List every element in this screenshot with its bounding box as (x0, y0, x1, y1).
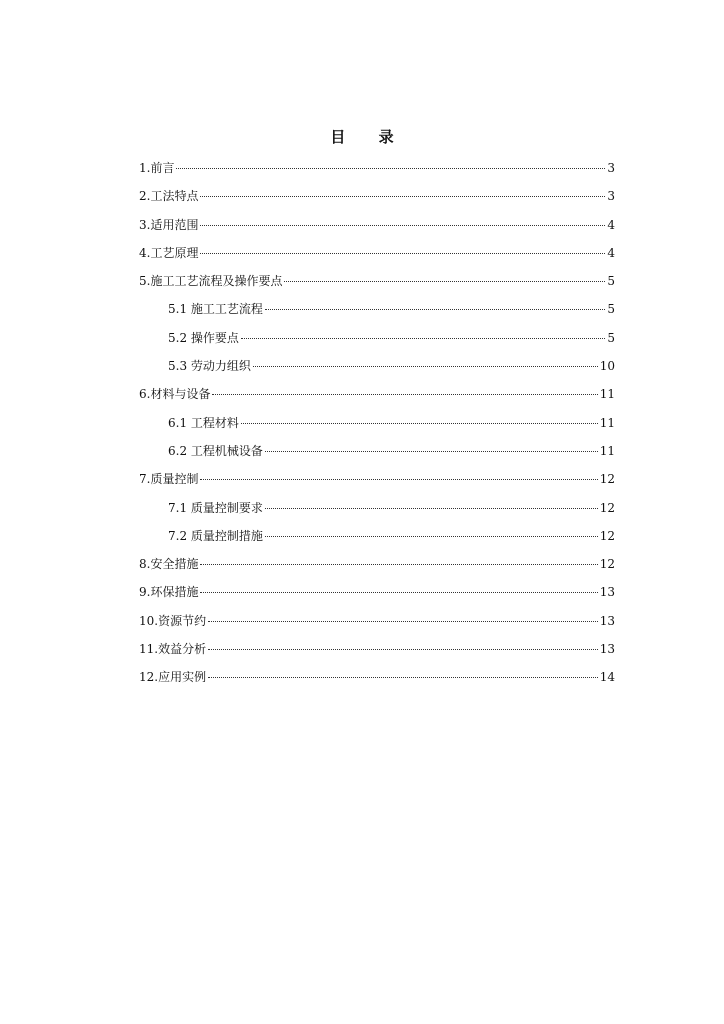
toc-entry-label: 5.施工工艺流程及操作要点 (139, 274, 283, 289)
toc-entry-page-number: 12 (599, 500, 615, 515)
toc-leader-dots (265, 536, 598, 537)
toc-entry-label: 7.2 质量控制措施 (168, 528, 263, 543)
toc-entry-page-number: 4 (607, 217, 615, 232)
toc-entry-label: 4.工艺原理 (139, 245, 199, 260)
toc-entry[interactable] (139, 356, 615, 384)
toc-leader-dots (265, 508, 598, 509)
toc-leader-dots (200, 479, 597, 480)
toc-entry-label: 10.资源节约 (139, 613, 207, 628)
toc-leader-dots (200, 225, 605, 226)
toc-leader-dots (284, 281, 605, 282)
toc-list (139, 158, 615, 696)
toc-entry-page-number: 11 (599, 443, 615, 458)
toc-leader-dots (176, 168, 605, 169)
toc-leader-dots (208, 649, 598, 650)
toc-entry-page-number: 12 (599, 472, 615, 487)
toc-entry-label: 11.效益分析 (139, 642, 207, 657)
toc-entry[interactable] (139, 498, 615, 526)
toc-entry-label: 12.应用实例 (139, 670, 207, 685)
toc-entry-page-number: 10 (599, 359, 615, 374)
toc-entry-label: 7.1 质量控制要求 (168, 500, 263, 515)
toc-entry-page-number: 13 (599, 613, 615, 628)
toc-entry[interactable] (139, 667, 615, 695)
toc-entry[interactable] (139, 441, 615, 469)
toc-entry-label: 5.3 劳动力组织 (168, 359, 251, 374)
toc-entry-page-number: 5 (607, 274, 615, 289)
toc-leader-dots (265, 451, 598, 452)
toc-leader-dots (200, 564, 597, 565)
toc-entry[interactable] (139, 639, 615, 667)
toc-leader-dots (241, 338, 605, 339)
toc-entry-page-number: 11 (599, 415, 615, 430)
toc-entry-label: 9.环保措施 (139, 585, 199, 600)
toc-entry-page-number: 14 (599, 670, 615, 685)
toc-entry-page-number: 12 (599, 528, 615, 543)
toc-leader-dots (241, 423, 598, 424)
toc-leader-dots (200, 196, 605, 197)
toc-entry[interactable] (139, 271, 615, 299)
toc-leader-dots (253, 366, 598, 367)
toc-entry[interactable] (139, 299, 615, 327)
toc-entry[interactable] (139, 328, 615, 356)
toc-entry-label: 7.质量控制 (139, 472, 199, 487)
toc-entry-label: 3.适用范围 (139, 217, 199, 232)
toc-entry-label: 2.工法特点 (139, 189, 199, 204)
toc-entry-label: 5.2 操作要点 (168, 330, 239, 345)
toc-entry-page-number: 3 (607, 189, 615, 204)
toc-entry-page-number: 5 (607, 302, 615, 317)
toc-leader-dots (265, 309, 605, 310)
toc-entry[interactable] (139, 384, 615, 412)
toc-entry-page-number: 3 (607, 161, 615, 175)
toc-entry-page-number: 13 (599, 642, 615, 657)
toc-leader-dots (200, 592, 597, 593)
toc-entry-label: 8.安全措施 (139, 557, 199, 572)
toc-entry[interactable] (139, 186, 615, 214)
toc-entry[interactable] (139, 215, 615, 243)
toc-entry-page-number: 5 (607, 330, 615, 345)
toc-entry[interactable] (139, 243, 615, 271)
toc-leader-dots (208, 621, 598, 622)
toc-entry-page-number: 11 (599, 387, 615, 402)
toc-entry-page-number: 4 (607, 245, 615, 260)
toc-entry[interactable] (139, 158, 615, 186)
toc-entry[interactable] (139, 469, 615, 497)
toc-entry[interactable] (139, 554, 615, 582)
toc-entry-page-number: 13 (599, 585, 615, 600)
toc-title: 目 录 (330, 128, 408, 146)
toc-leader-dots (212, 394, 597, 395)
toc-entry-label: 5.1 施工工艺流程 (168, 302, 263, 317)
toc-leader-dots (208, 677, 598, 678)
toc-leader-dots (200, 253, 605, 254)
toc-entry-page-number: 12 (599, 557, 615, 572)
toc-entry[interactable] (139, 413, 615, 441)
toc-entry[interactable] (139, 526, 615, 554)
toc-entry-label: 6.材料与设备 (139, 387, 211, 402)
toc-entry-label: 6.1 工程材料 (168, 415, 239, 430)
toc-entry-label: 1.前言 (139, 161, 175, 175)
toc-entry-label: 6.2 工程机械设备 (168, 443, 263, 458)
toc-entry[interactable] (139, 582, 615, 610)
toc-entry[interactable] (139, 611, 615, 639)
